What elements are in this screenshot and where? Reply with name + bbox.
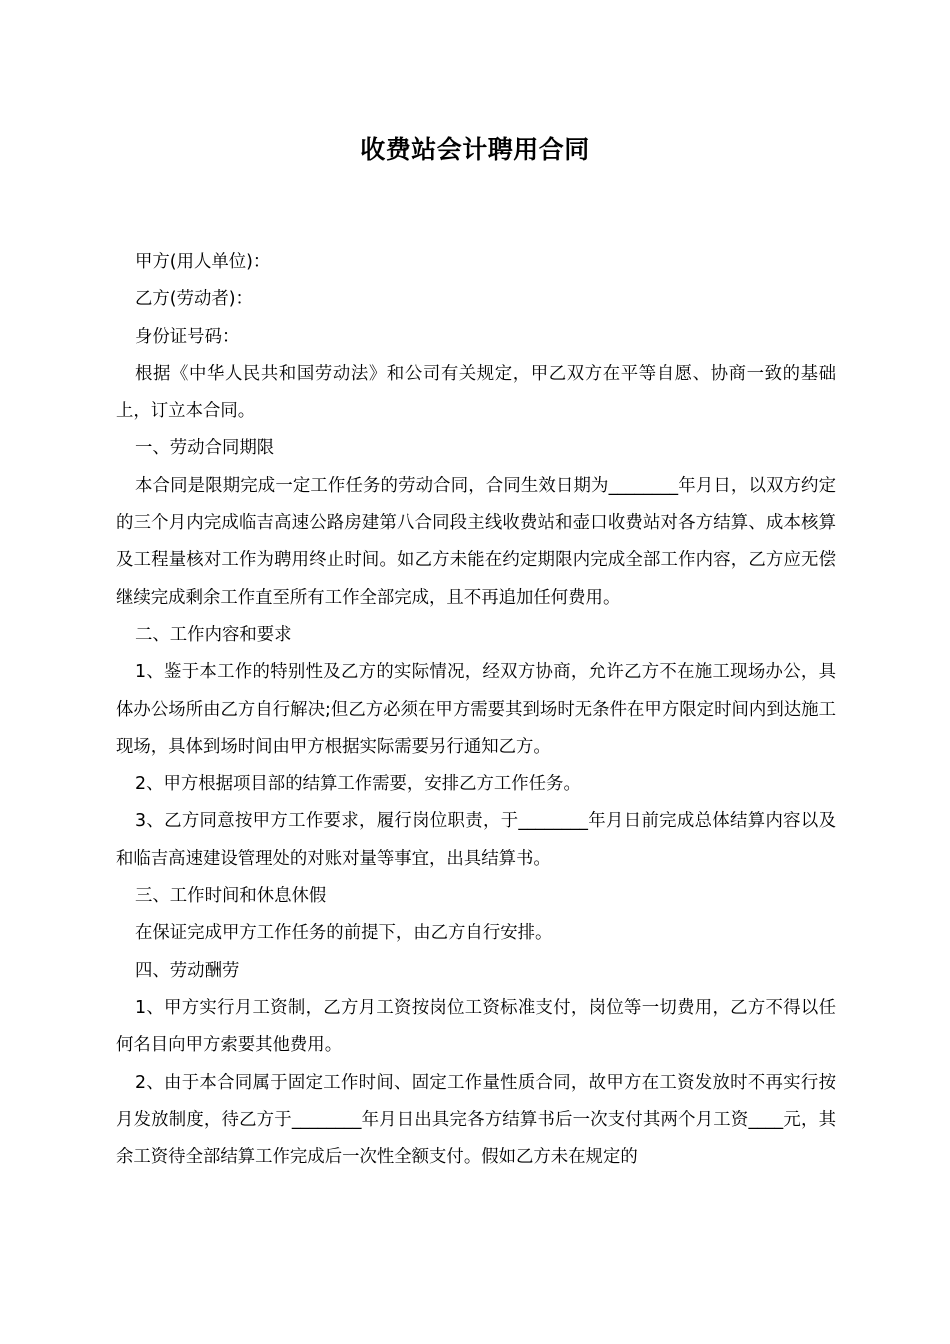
document-title: 收费站会计聘用合同 (360, 135, 590, 164)
party-b-line: 乙方(劳动者)： (135, 289, 253, 310)
work-content-item-2: 2、甲方根据项目部的结算工作需要，安排乙方工作任务。 (135, 774, 581, 795)
remuneration-item-2: 2、由于本合同属于固定工作时间、固定工作量性质合同，故甲方在工资发放时不再实行按月发放制度，待乙方于________年月日出具完各方结算书后一次支付其两个月工资____元，其余工资待全部结算工作完成后一次性全额支付。假如乙方未在规定的 (116, 1072, 836, 1168)
work-content-item-3: 3、乙方同意按甲方工作要求，履行岗位职责，于________年月日前完成总体结算内容以及和临吉高速建设管理处的对账对量等事宜，出具结算书。 (116, 811, 836, 869)
section-heading-work-time: 三、工作时间和休息休假 (135, 886, 327, 907)
remuneration-item-1: 1、甲方实行月工资制，乙方月工资按岗位工资标准支付，岗位等一切费用，乙方不得以任何名目向甲方索要其他费用。 (116, 997, 836, 1056)
work-time-paragraph: 在保证完成甲方工作任务的前提下，由乙方自行安排。 (135, 923, 553, 944)
id-number-line: 身份证号码： (135, 326, 240, 347)
contract-term-paragraph: 本合同是限期完成一定工作任务的劳动合同，合同生效日期为________年月日，以双方约定的三个月内完成临吉高速公路房建第八合同段主线收费站和壶口收费站对各方结算、成本核算及工程量核对工作为聘用终止时间。如乙方未能在约定期限内完成全部工作内容，乙方应无偿继续完成剩余工作直至所有工作全部完成，且不再追加任何费用。 (116, 475, 836, 608)
section-heading-contract-term: 一、劳动合同期限 (135, 438, 275, 459)
section-heading-work-content: 二、工作内容和要求 (135, 624, 292, 645)
preamble-paragraph: 根据《中华人民共和国劳动法》和公司有关规定，甲乙双方在平等自愿、协商一致的基础上，订立本合同。 (116, 363, 836, 422)
document-body (116, 244, 836, 1176)
work-content-item-1: 1、鉴于本工作的特别性及乙方的实际情况，经双方协商，允许乙方不在施工现场办公，具体办公场所由乙方自行解决;但乙方必须在甲方需要其到场时无条件在甲方限定时间内到达施工现场，具体到场时间由甲方根据实际需要另行通知乙方。 (116, 662, 836, 757)
party-a-line: 甲方(用人单位)： (135, 252, 271, 272)
section-heading-remuneration: 四、劳动酬劳 (135, 960, 240, 981)
